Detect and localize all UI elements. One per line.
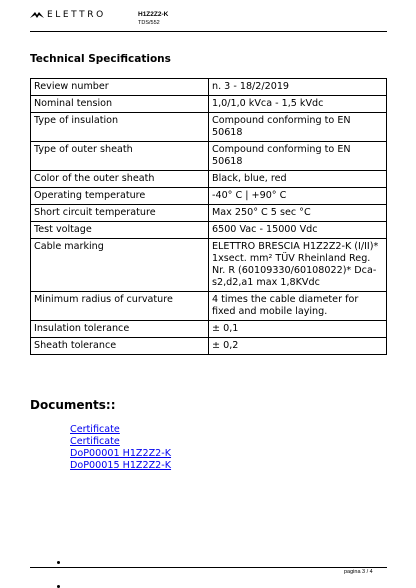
spec-value: Max 250° C 5 sec °C [209,205,387,222]
spec-label: Operating temperature [31,188,209,205]
spec-value: 4 times the cable diameter for fixed and mobile laying. [209,292,387,321]
dop-link[interactable]: DoP00001 H1Z2Z2-K [70,448,172,459]
documents-title: Documents:: [30,398,116,412]
spec-value: n. 3 - 18/2/2019 [209,79,387,96]
spec-label: Nominal tension [31,96,209,113]
table-row [31,96,387,113]
footer-divider [30,567,387,568]
table-row [31,222,387,239]
table-row [31,292,387,321]
spec-value: Compound conforming to EN 50618 [209,142,387,171]
spec-value: 6500 Vac - 15000 Vdc [209,222,387,239]
dop-link[interactable]: DoP00015 H1Z2Z2-K [70,460,172,471]
table-row [31,338,387,355]
spec-label: Review number [31,79,209,96]
certificate-link[interactable]: Certificate [70,424,120,435]
spec-label: Test voltage [31,222,209,239]
spec-value: 1,0/1,0 kVca - 1,5 kVdc [209,96,387,113]
spec-label: Type of outer sheath [31,142,209,171]
table-row [31,79,387,96]
spec-label: Cable marking [31,239,209,292]
bird-logo-icon [30,11,44,19]
brand-name: ELETTRO [47,10,106,20]
spec-value: ± 0,2 [209,338,387,355]
spec-value: -40° C | +90° C [209,188,387,205]
spec-label: Insulation tolerance [31,321,209,338]
document-code: TDS/552 [138,20,160,26]
table-row [31,171,387,188]
documents-list [70,424,171,472]
spec-value: Compound conforming to EN 50618 [209,113,387,142]
page-number: pagina 3 / 4 [344,569,373,575]
page-header [30,8,386,30]
spec-label: Type of insulation [31,113,209,142]
table-row [31,205,387,222]
spec-label: Short circuit temperature [31,205,209,222]
table-row [31,142,387,171]
section-title: Technical Specifications [30,53,171,65]
spec-value: Black, blue, red [209,171,387,188]
spec-value: ± 0,1 [209,321,387,338]
spec-label: Color of the outer sheath [31,171,209,188]
table-row [31,239,387,292]
bullet-icon [57,561,60,564]
certificate-link[interactable]: Certificate [70,436,120,447]
table-row [31,113,387,142]
product-code: H1Z2Z2-K [138,11,169,18]
header-divider [30,31,387,32]
table-row [31,188,387,205]
table-row [31,321,387,338]
specifications-table [30,78,387,355]
spec-value: ELETTRO BRESCIA H1Z2Z2-K (I/II)* 1xsect. mm² TÜV Rheinland Reg. Nr. R (60109330/60108022)* Dca-s2,d2,a1 max 1,8KVdc [209,239,387,292]
brand-logo [30,10,106,20]
spec-label: Minimum radius of curvature [31,292,209,321]
spec-label: Sheath tolerance [31,338,209,355]
